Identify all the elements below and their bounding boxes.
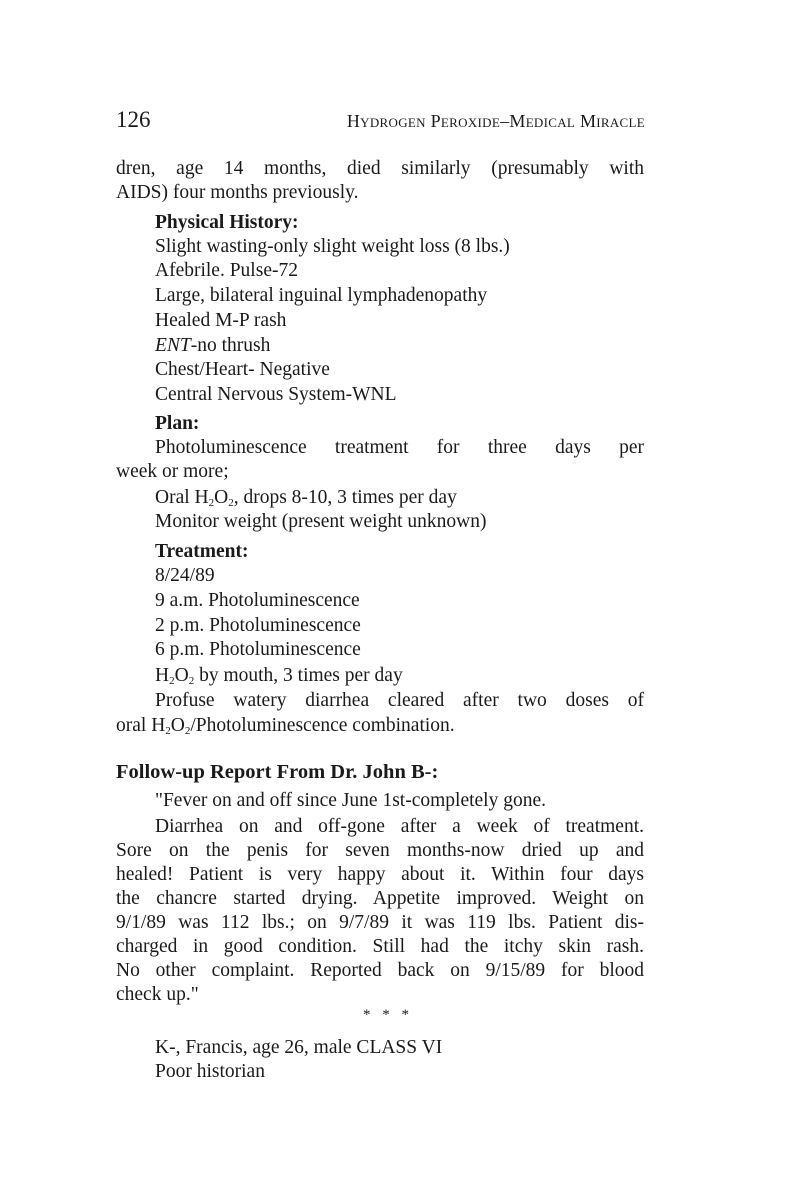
plan-heading: Plan: — [155, 413, 200, 434]
treatment-date: 8/24/89 — [155, 565, 215, 586]
treatment-item: 2 p.m. Photoluminescence — [155, 615, 361, 636]
h2o2-suffix: by mouth, 3 times per day — [194, 665, 403, 686]
section-separator: * * * — [363, 1007, 413, 1023]
oral-suffix: , drops 8-10, 3 times per day — [233, 487, 457, 508]
formula-o: O — [214, 487, 229, 508]
subscript: 2 — [169, 675, 175, 687]
history-item-ent — [155, 334, 270, 358]
plan-monitor: Monitor weight (present weight unknown) — [155, 511, 487, 532]
oral-prefix: Oral H — [155, 487, 209, 508]
followup-line: Sore on the penis for seven months-now dried up and — [116, 840, 644, 861]
running-title: Hydrogen Peroxide–Medical Miracle — [346, 111, 645, 131]
subscript: 2 — [184, 725, 191, 737]
ent-label: ENT — [155, 335, 191, 356]
history-item: Large, bilateral inguinal lymphadenopathy — [155, 285, 488, 306]
treatment-heading: Treatment: — [155, 541, 249, 562]
treatment-h2o2 — [155, 664, 403, 688]
history-item: Slight wasting-only slight weight loss (8 lbs.) — [155, 236, 510, 257]
subscript: 2 — [208, 497, 215, 509]
formula-h: H — [155, 665, 170, 686]
history-item: Healed M-P rash — [155, 310, 287, 331]
followup-line: Diarrhea on and off-gone after a week of treatment. — [155, 816, 644, 837]
formula-o: O — [170, 715, 185, 736]
plan-oral — [155, 486, 457, 510]
followup-line: 9/1/89 was 112 lbs.; on 9/7/89 it was 119 lbs. Patient dis- — [116, 912, 644, 933]
physical-history-heading: Physical History: — [155, 212, 299, 233]
intro-line-2: AIDS) four months previously. — [116, 182, 359, 203]
next-case-line-1: K-, Francis, age 26, male CLASS VI — [155, 1037, 443, 1058]
history-item: Chest/Heart- Negative — [155, 359, 330, 380]
profuse-suffix: /Photoluminescence combination. — [190, 715, 455, 736]
intro-line-1: dren, age 14 months, died similarly (presumably with — [116, 158, 644, 179]
followup-last-line: check up." — [116, 984, 199, 1005]
history-item: Central Nervous System-WNL — [155, 384, 397, 405]
followup-p1: "Fever on and off since June 1st-completely gone. — [155, 790, 546, 811]
subscript: 2 — [188, 675, 195, 687]
treatment-item: 9 a.m. Photoluminescence — [155, 590, 360, 611]
profuse-line-2 — [116, 714, 455, 738]
plan-line-2: week or more; — [116, 461, 229, 482]
followup-heading: Follow-up Report From Dr. John B-: — [116, 761, 439, 783]
followup-line: No other complaint. Reported back on 9/15/89 for blood — [116, 960, 644, 981]
profuse-line-1: Profuse watery diarrhea cleared after two doses of — [155, 690, 644, 711]
followup-line: the chancre started drying. Appetite improved. Weight on — [116, 888, 644, 909]
followup-line: charged in good condition. Still had the itchy skin rash. — [116, 936, 644, 957]
page-number: 126 — [116, 107, 151, 132]
history-item: Afebrile. Pulse-72 — [155, 260, 298, 281]
subscript: 2 — [228, 497, 234, 509]
followup-line: healed! Patient is very happy about it. Within four days — [116, 864, 644, 885]
next-case-line-2: Poor historian — [155, 1061, 265, 1082]
ent-text: -no thrush — [190, 335, 271, 356]
profuse-prefix: oral H — [116, 715, 166, 736]
formula-o: O — [174, 665, 189, 686]
treatment-item: 6 p.m. Photoluminescence — [155, 639, 361, 660]
subscript: 2 — [165, 725, 171, 737]
plan-line-1: Photoluminescence treatment for three days per — [155, 437, 644, 458]
